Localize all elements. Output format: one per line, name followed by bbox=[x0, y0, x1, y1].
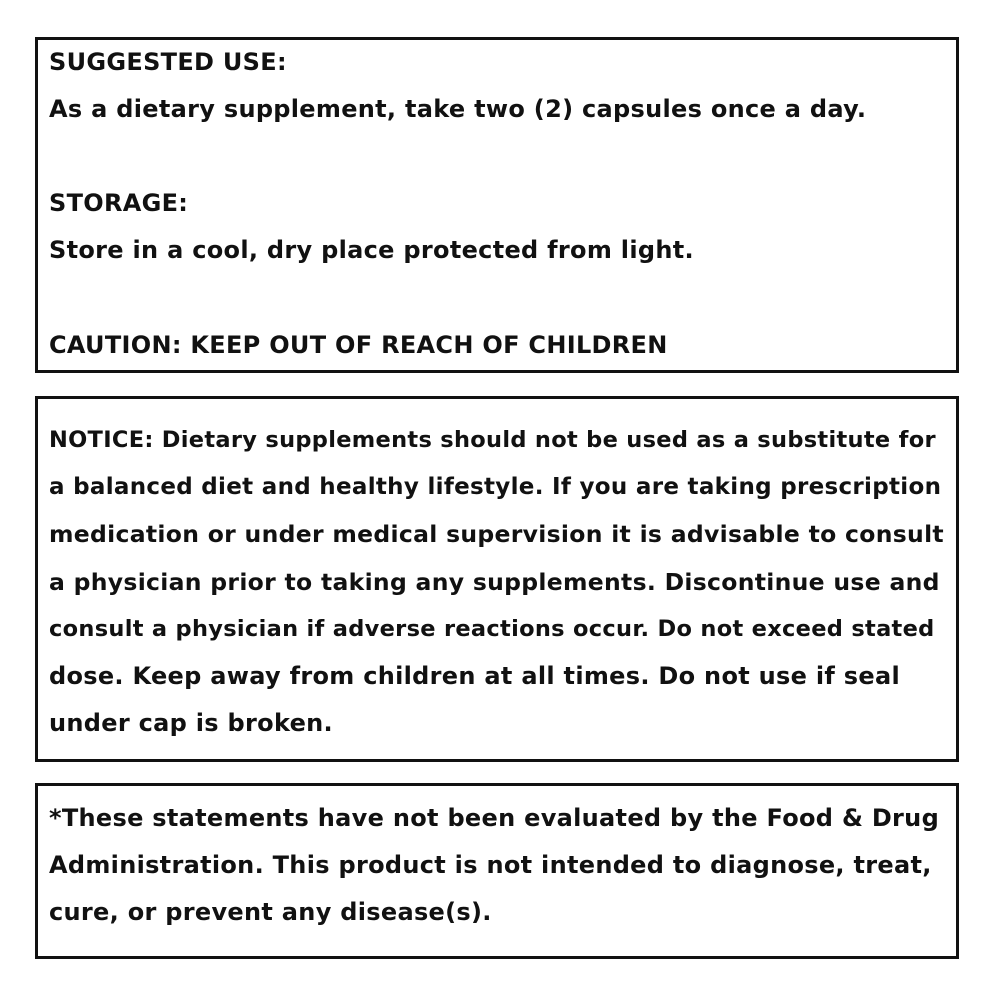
storage-heading: STORAGE: bbox=[49, 189, 189, 217]
disclaimer-line: *These statements have not been evaluated by the Food & Drug bbox=[49, 804, 940, 832]
notice-line: NOTICE: Dietary supplements should not be used as a substitute for bbox=[49, 427, 936, 453]
notice-panel bbox=[35, 396, 959, 762]
storage-text: Store in a cool, dry place protected from light. bbox=[49, 236, 694, 264]
notice-line: medication or under medical supervision it is advisable to consult bbox=[49, 520, 944, 548]
caution-text: CAUTION: KEEP OUT OF REACH OF CHILDREN bbox=[49, 331, 668, 359]
usage-storage-panel bbox=[35, 37, 959, 373]
suggested-use-text: As a dietary supplement, take two (2) capsules once a day. bbox=[49, 95, 867, 123]
notice-line: consult a physician if adverse reactions occur. Do not exceed stated bbox=[49, 616, 935, 642]
disclaimer-line: Administration. This product is not intended to diagnose, treat, bbox=[49, 851, 932, 879]
notice-line: a balanced diet and healthy lifestyle. If you are taking prescription bbox=[49, 474, 942, 500]
notice-line: a physician prior to taking any supplements. Discontinue use and bbox=[49, 568, 940, 596]
fda-disclaimer-panel bbox=[35, 783, 959, 959]
notice-line: dose. Keep away from children at all times. Do not use if seal bbox=[49, 662, 900, 690]
suggested-use-heading: SUGGESTED USE: bbox=[49, 48, 287, 76]
notice-line: under cap is broken. bbox=[49, 709, 333, 737]
disclaimer-line: cure, or prevent any disease(s). bbox=[49, 898, 492, 926]
